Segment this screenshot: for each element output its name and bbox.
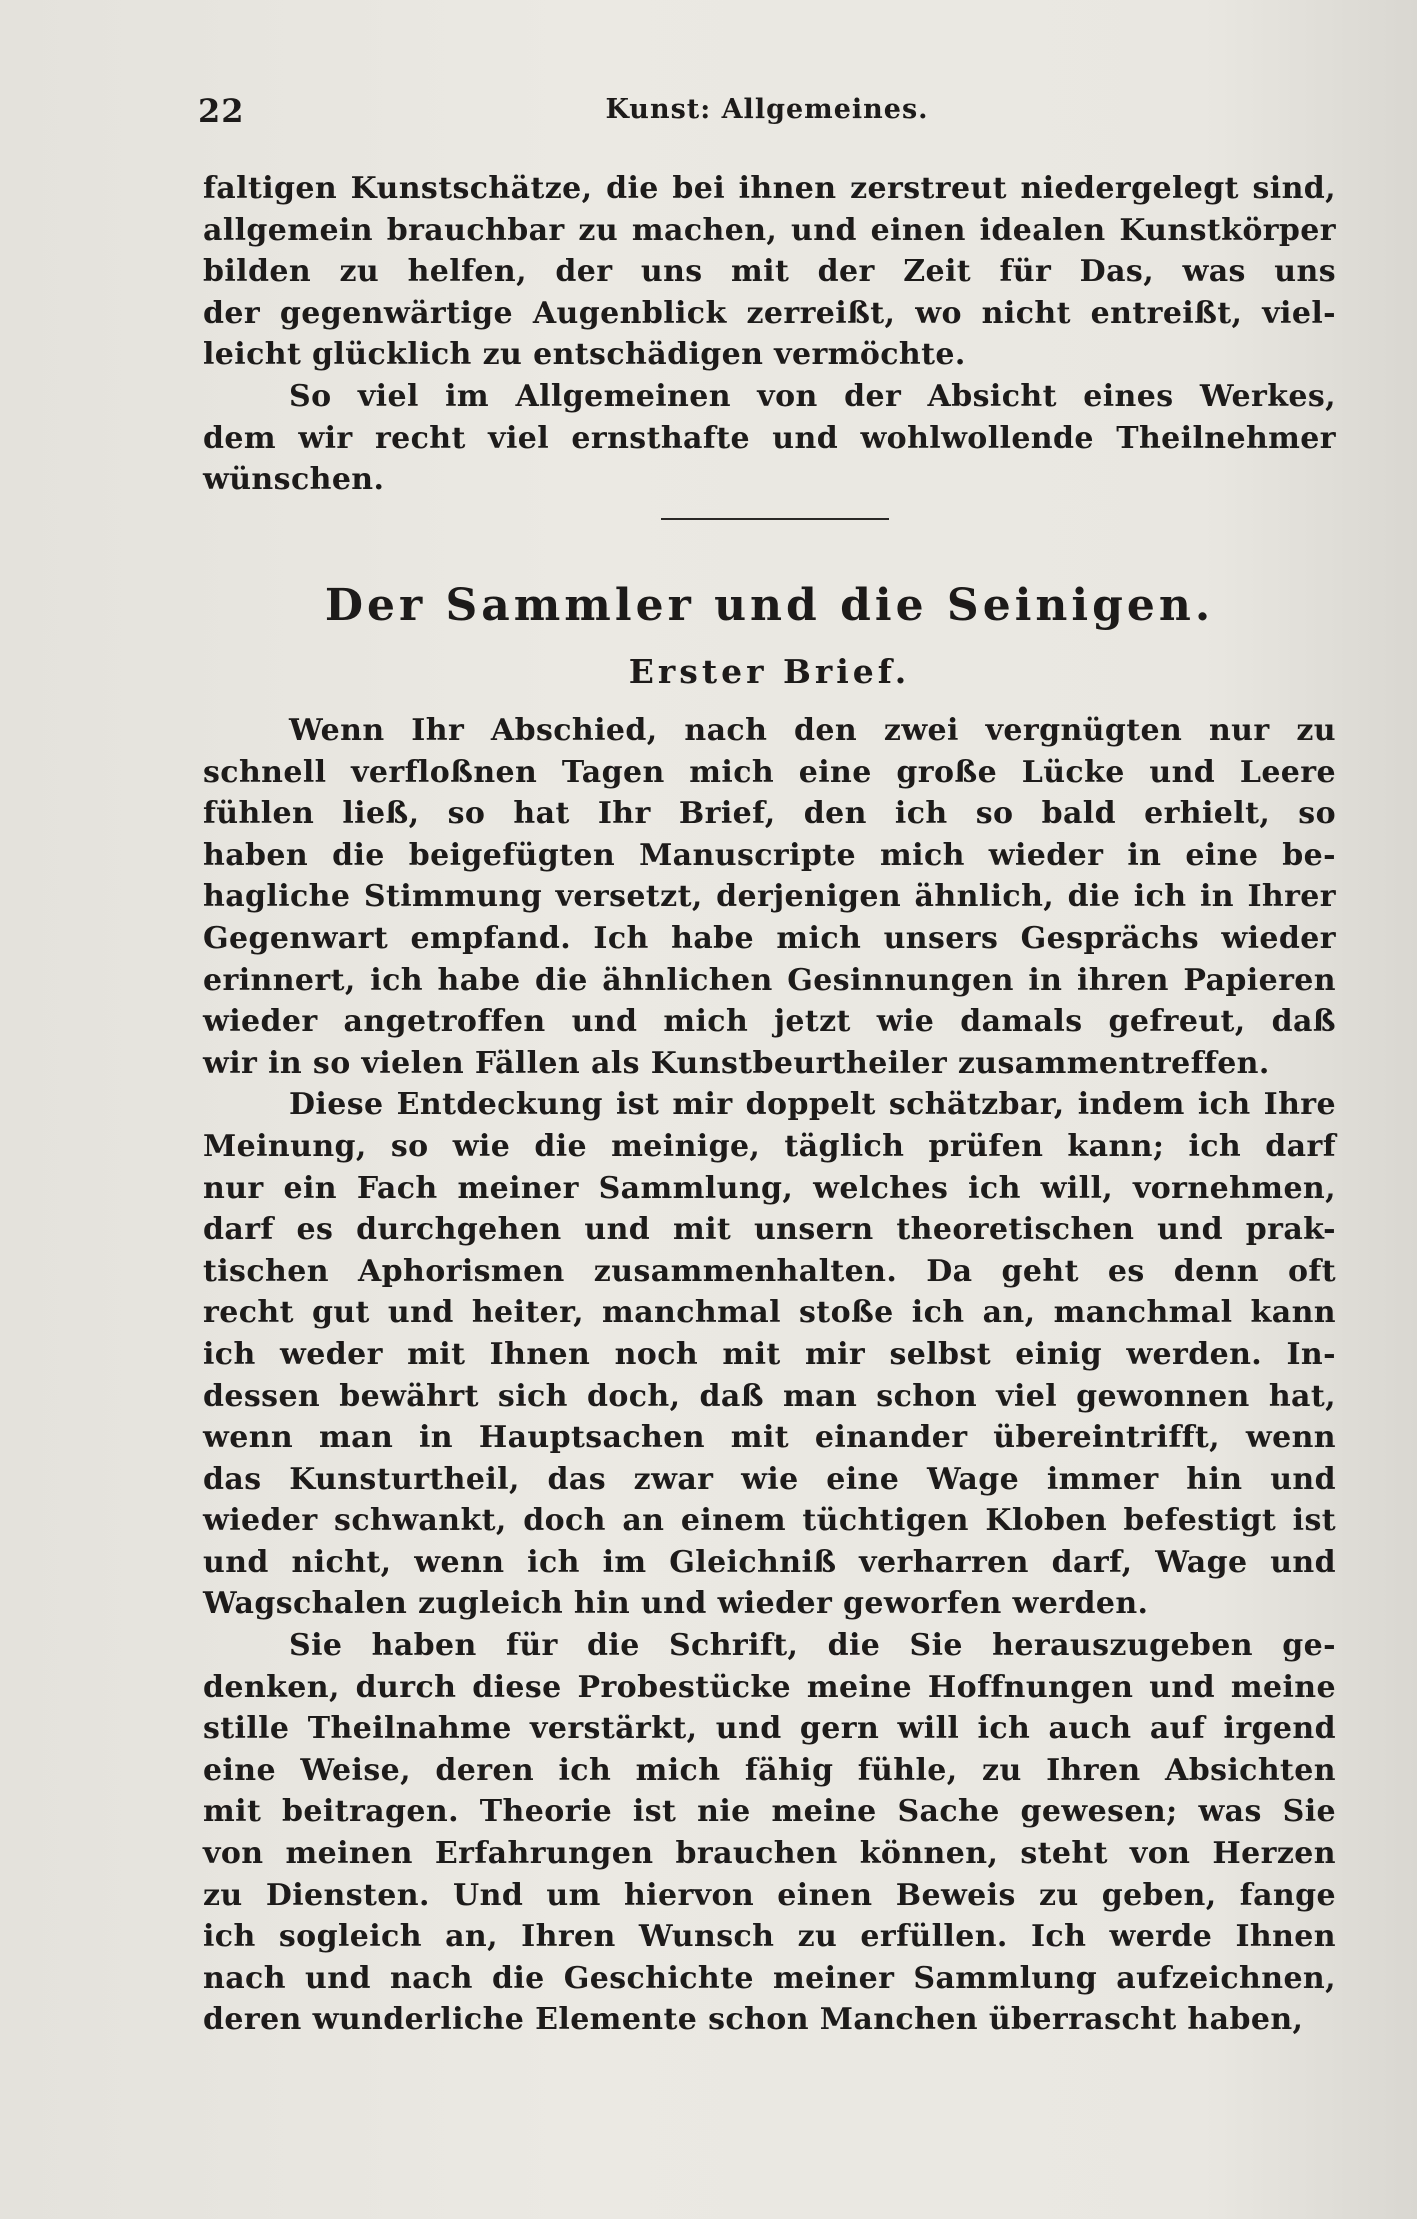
paragraph	[203, 1625, 1336, 2041]
text-line: deren wunderliche Elemente schon Manchen überrascht haben,	[203, 2002, 1304, 2038]
text-line: recht gut und heiter, manchmal stoße ich an, manchmal kann	[203, 1295, 1336, 1331]
text-line: haben die beigefügten Manuscripte mich wieder in eine be-	[203, 837, 1336, 873]
text-line: allgemein brauchbar zu machen, und einen idealen Kunstkörper	[203, 212, 1336, 248]
section-divider-rule	[661, 518, 889, 520]
text-line: Gegenwart empfand. Ich habe mich unsers Gesprächs wieder	[203, 920, 1336, 956]
page-number: 22	[198, 92, 245, 130]
paragraph	[203, 168, 1336, 376]
text-line: stille Theilnahme verstärkt, und gern will ich auch auf irgend	[203, 1711, 1336, 1747]
text-line: denken, durch diese Probestücke meine Hoffnungen und meine	[203, 1669, 1336, 1705]
text-line: wieder angetroffen und mich jetzt wie damals gefreut, daß	[203, 1004, 1336, 1040]
text-line: wir in so vielen Fällen als Kunstbeurtheiler zusammentreffen.	[203, 1045, 1270, 1081]
section-title: Der Sammler und die Seinigen.	[324, 580, 1215, 631]
text-line: Meinung, so wie die meinige, täglich prüfen kann; ich darf	[203, 1128, 1336, 1164]
letter-text-block	[203, 710, 1336, 2041]
text-line: zu Diensten. Und um hiervon einen Beweis zu geben, fange	[203, 1877, 1336, 1913]
text-line: Diese Entdeckung ist mir doppelt schätzbar, indem ich Ihre	[289, 1087, 1336, 1123]
text-line: Wenn Ihr Abschied, nach den zwei vergnügten nur zu	[289, 713, 1336, 748]
text-line: und nicht, wenn ich im Gleichniß verharren darf, Wage und	[203, 1544, 1336, 1580]
text-line: erinnert, ich habe die ähnlichen Gesinnungen in ihren Papieren	[203, 962, 1336, 998]
text-line: eine Weise, deren ich mich fähig fühle, zu Ihren Absichten	[203, 1752, 1336, 1788]
text-line: darf es durchgehen und mit unsern theoretischen und prak-	[203, 1212, 1336, 1248]
text-line: So viel im Allgemeinen von der Absicht eines Werkes,	[289, 378, 1336, 414]
text-line: tischen Aphorismen zusammenhalten. Da geht es denn oft	[203, 1253, 1336, 1289]
text-line: leicht glücklich zu entschädigen vermöchte.	[203, 337, 966, 373]
text-line: der gegenwärtige Augenblick zerreißt, wo nicht entreißt, viel-	[203, 295, 1336, 331]
text-line: dem wir recht viel ernsthafte und wohlwollende Theilnehmer	[203, 420, 1336, 456]
paragraph	[203, 710, 1336, 1084]
letter-subtitle: Erster Brief.	[628, 652, 911, 691]
paragraph	[203, 376, 1336, 501]
text-line: Wagschalen zugleich hin und wieder geworfen werden.	[203, 1586, 1149, 1622]
text-line: Sie haben für die Schrift, die Sie herauszugeben ge-	[289, 1628, 1336, 1664]
text-line: wünschen.	[203, 462, 385, 498]
paragraph	[203, 1084, 1336, 1625]
text-line: dessen bewährt sich doch, daß man schon viel gewonnen hat,	[203, 1378, 1336, 1414]
text-line: ich sogleich an, Ihren Wunsch zu erfüllen. Ich werde Ihnen	[203, 1919, 1336, 1955]
text-line: wieder schwankt, doch an einem tüchtigen Kloben befestigt ist	[203, 1503, 1336, 1539]
text-line: hagliche Stimmung versetzt, derjenigen ähnlich, die ich in Ihrer	[203, 879, 1336, 915]
text-line: wenn man in Hauptsachen mit einander übereintrifft, wenn	[203, 1420, 1336, 1456]
text-line: ich weder mit Ihnen noch mit mir selbst einig werden. In-	[203, 1336, 1336, 1372]
text-line: fühlen ließ, so hat Ihr Brief, den ich so bald erhielt, so	[203, 796, 1336, 832]
text-line: faltigen Kunstschätze, die bei ihnen zerstreut niedergelegt sind,	[203, 171, 1336, 206]
text-line: mit beitragen. Theorie ist nie meine Sache gewesen; was Sie	[203, 1794, 1336, 1830]
running-head	[198, 92, 1336, 136]
text-line: nur ein Fach meiner Sammlung, welches ich will, vornehmen,	[203, 1170, 1336, 1206]
running-title: Kunst: Allgemeines.	[605, 94, 929, 125]
text-line: schnell verfloßnen Tagen mich eine große Lücke und Leere	[203, 754, 1336, 790]
text-line: bilden zu helfen, der uns mit der Zeit für Das, was uns	[203, 254, 1336, 290]
intro-text-block	[203, 168, 1336, 501]
text-line: das Kunsturtheil, das zwar wie eine Wage immer hin und	[203, 1461, 1336, 1497]
text-line: nach und nach die Geschichte meiner Sammlung aufzeichnen,	[203, 1960, 1336, 1996]
text-line: von meinen Erfahrungen brauchen können, steht von Herzen	[203, 1836, 1336, 1872]
